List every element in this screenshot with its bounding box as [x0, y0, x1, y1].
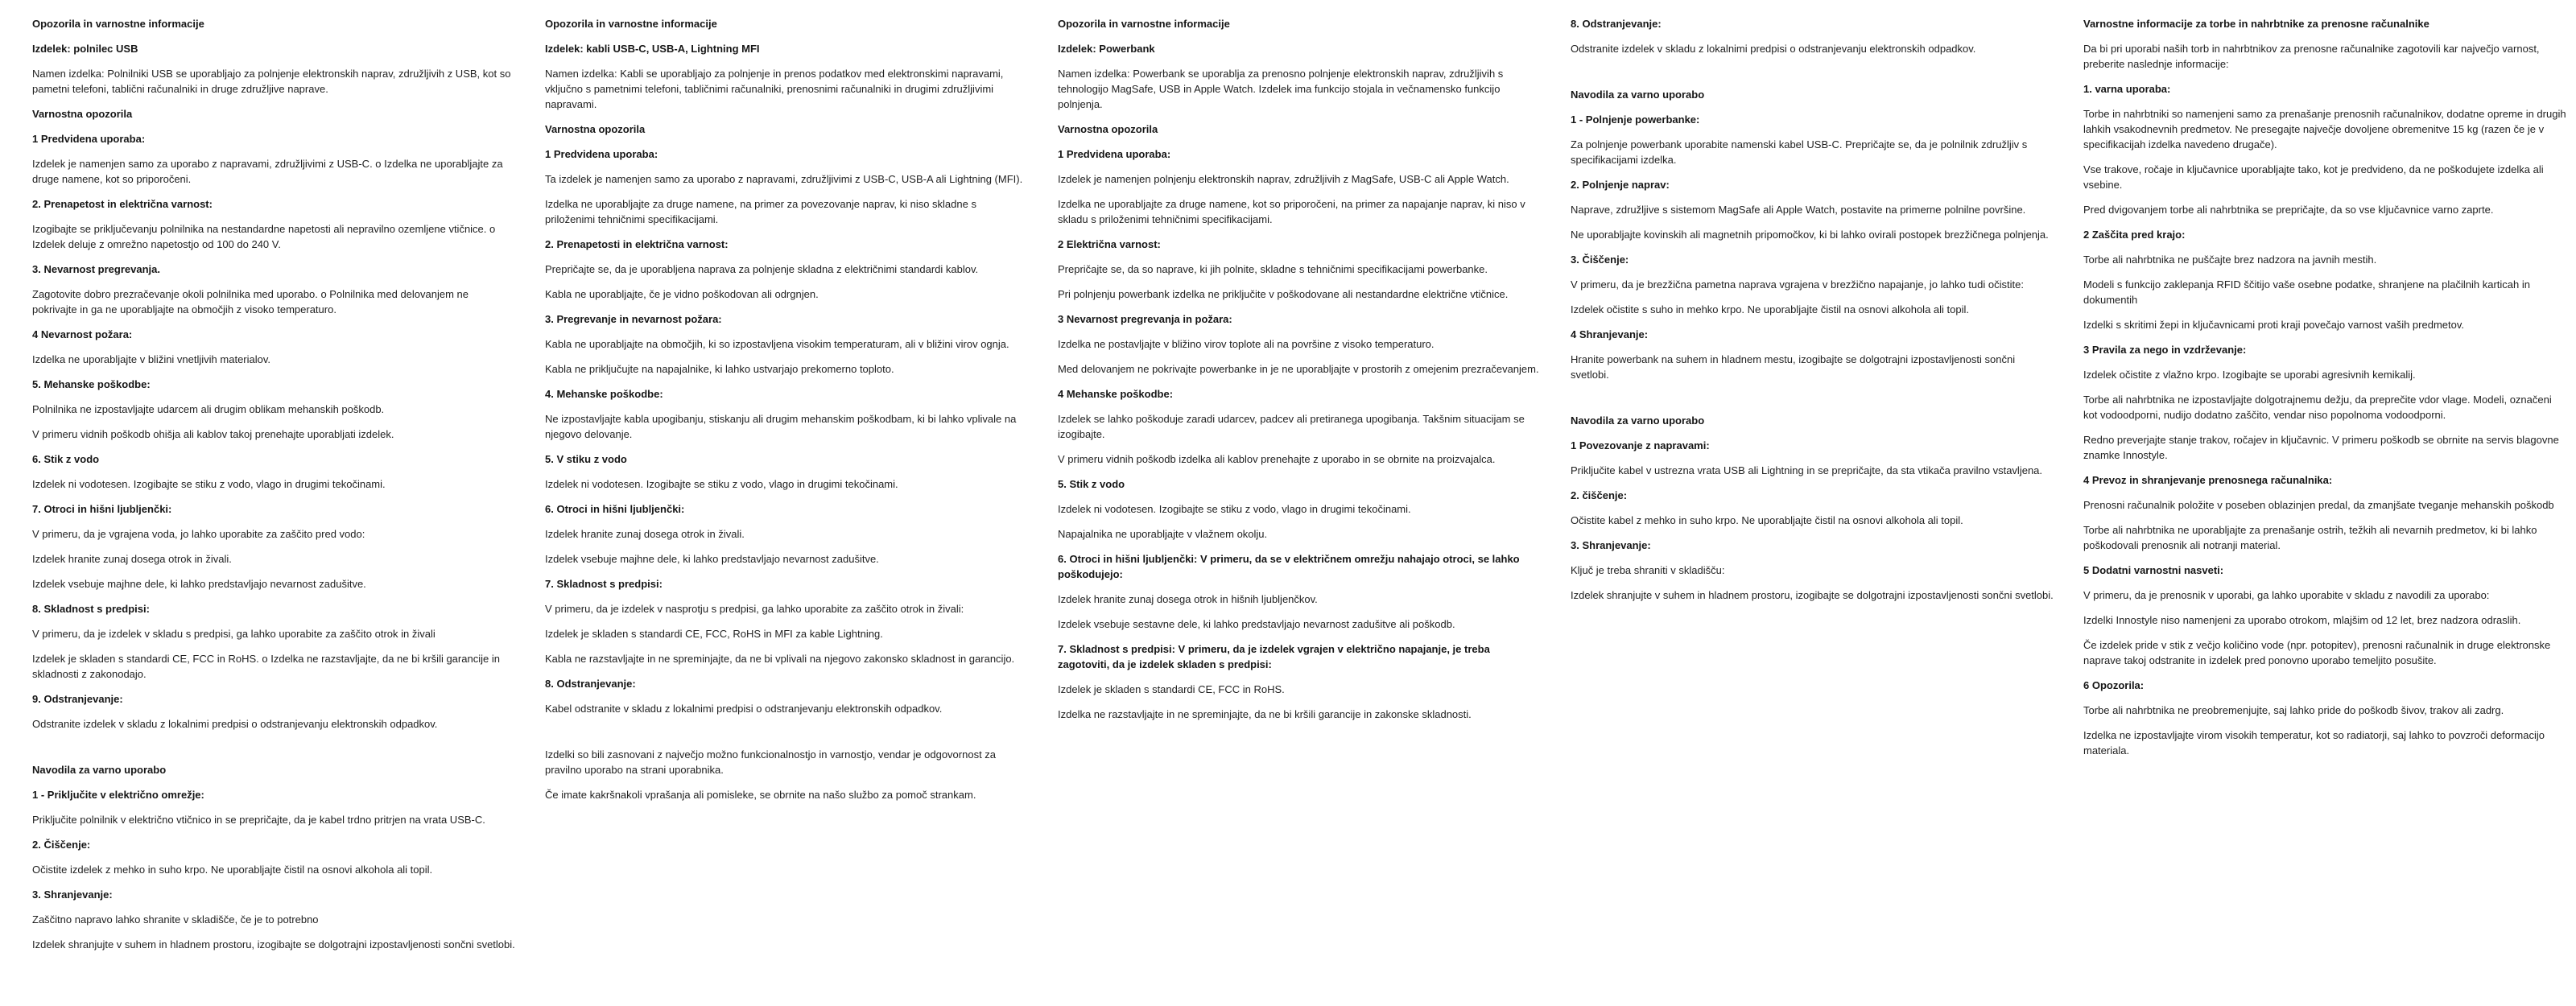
section-heading: 2. čiščenje: [1571, 489, 1628, 501]
section-heading: 4. Mehanske poškodbe: [545, 388, 663, 400]
paragraph: Izdelki so bili zasnovani z največjo možno funkcionalnostjo in varnostjo, vendar je odgovornost za pravilno uporabo na strani uporabnika. [545, 748, 997, 776]
section-heading: 2. Prenapetost in električna varnost: [32, 198, 213, 210]
paragraph: Ne uporabljajte kovinskih ali magnetnih pripomočkov, ki bi lahko ovirali postopek brezžičnega polnjenja. [1571, 229, 2049, 241]
section-heading: Opozorila in varnostne informacije [32, 18, 204, 30]
paragraph: Pri polnjenju powerbank izdelka ne priključite v poškodovane ali nestandardne električne vtičnice. [1058, 288, 1509, 300]
section-heading: 2. Prenapetosti in električna varnost: [545, 238, 729, 250]
paragraph: Izdelek hranite zunaj dosega otrok in hišnih ljubljenčkov. [1058, 593, 1318, 605]
section-heading: Opozorila in varnostne informacije [545, 18, 717, 30]
section-heading: 4 Nevarnost požara: [32, 328, 133, 340]
paragraph: Izdelka ne uporabljajte za druge namene, kot so priporočeni, na primer za napajanje naprav, ki niso v skladu s priloženimi tehničnimi specifikacijami. [1058, 198, 1525, 225]
section-heading: 2 Električna varnost: [1058, 238, 1161, 250]
paragraph: Prenosni računalnik položite v poseben oblazinjen predal, da zmanjšate tveganje mehanskih poškodb [2083, 499, 2554, 511]
section-heading: 6. Otroci in hišni ljubljenčki: V primeru, da se v električnem omrežju nahajajo otroci, se lahko poškodujejo: [1058, 553, 1520, 580]
section-heading: Navodila za varno uporabo [1571, 89, 1705, 101]
section-heading: 7. Otroci in hišni ljubljenčki: [32, 503, 172, 515]
paragraph: Vse trakove, ročaje in ključavnice uporabljajte tako, kot je predvideno, da ne poškodujete izdelka ali vsebine. [2083, 163, 2544, 191]
paragraph: Med delovanjem ne pokrivajte powerbanke in je ne uporabljajte v prostorih z omejenim prezračevanjem. [1058, 363, 1539, 375]
section-heading: 9. Odstranjevanje: [32, 693, 123, 705]
paragraph: Izogibajte se priključevanju polnilnika na nestandardne napetosti ali nepravilno ozemljene vtičnice. o Izdelek deluje z omrežno napetostjo od 100 do 240 V. [32, 223, 496, 250]
column-kabli-usb-c-usb-a-lightning-mfi [545, 16, 1028, 1006]
section-heading: 1. varna uporaba: [2083, 83, 2171, 95]
section-heading: Varnostna opozorila [32, 108, 133, 120]
paragraph: Če imate kakršnakoli vprašanja ali pomisleke, se obrnite na našo službo za pomoč strankam. [545, 789, 976, 801]
paragraph: Odstranite izdelek v skladu z lokalnimi predpisi o odstranjevanju elektronskih odpadkov. [32, 718, 438, 730]
paragraph: Izdelki Innostyle niso namenjeni za uporabo otrokom, mlajšim od 12 let, brez nadzora odraslih. [2083, 614, 2521, 626]
paragraph: Polnilnika ne izpostavljajte udarcem ali drugim oblikam mehanskih poškodb. [32, 403, 385, 415]
paragraph: Izdelka ne izpostavljajte virom visokih temperatur, kot so radiatorji, saj lahko to povzroči deformacijo materiala. [2083, 729, 2545, 757]
paragraph: Zaščitno napravo lahko shranite v skladišče, če je to potrebno [32, 913, 319, 926]
paragraph: Izdelek vsebuje majhne dele, ki lahko predstavljajo nevarnost zadušitve. [32, 578, 366, 590]
section-heading: 4 Mehanske poškodbe: [1058, 388, 1174, 400]
paragraph: Hranite powerbank na suhem in hladnem mestu, izogibajte se dolgotrajni izpostavljenosti sončni svetlobi. [1571, 353, 2016, 381]
paragraph: Namen izdelka: Polnilniki USB se uporabljajo za polnjenje elektronskih naprav, združljivih z USB, kot so pametni telefoni, tablični računalniki in druge združljive naprave. [32, 68, 511, 95]
paragraph: Izdelek je skladen s standardi CE, FCC in RoHS. [1058, 683, 1285, 695]
section-heading: 4 Prevoz in shranjevanje prenosnega računalnika: [2083, 474, 2333, 486]
section-heading: 7. Skladnost s predpisi: [545, 578, 663, 590]
paragraph: Če izdelek pride v stik z večjo količino vode (npr. potopitev), prenosni računalnik in druge elektronske naprave takoj odstranite in izdelek pred ponovno uporabo temeljito posušite. [2083, 639, 2551, 666]
section-spacer [1571, 66, 2054, 87]
section-heading: 1 Predvidena uporaba: [32, 133, 146, 145]
section-heading: Izdelek: kabli USB-C, USB-A, Lightning MFI [545, 43, 760, 55]
paragraph: Izdelka ne uporabljajte za druge namene, na primer za povezovanje naprav, ki niso skladne s priloženimi tehničnimi specifikacijami. [545, 198, 976, 225]
paragraph: Kabel odstranite v skladu z lokalnimi predpisi o odstranjevanju elektronskih odpadkov. [545, 703, 943, 715]
section-spacer [32, 741, 515, 762]
paragraph: Namen izdelka: Kabli se uporabljajo za polnjenje in prenos podatkov med elektronskimi napravami, vključno s pametnimi telefoni, tabličnimi računalniki, prenosnimi računalniki in drugimi združljivimi napravami. [545, 68, 1004, 110]
section-heading: 1 Predvidena uporaba: [1058, 148, 1171, 160]
section-heading: 2. Polnjenje naprav: [1571, 179, 1670, 191]
section-heading: Varnostna opozorila [1058, 123, 1158, 135]
paragraph: Izdelek je namenjen polnjenju elektronskih naprav, združljivih z MagSafe, USB-C ali Apple Watch. [1058, 173, 1509, 185]
paragraph: Pred dvigovanjem torbe ali nahrbtnika se prepričajte, da so vse ključavnice varno zaprte. [2083, 204, 2494, 216]
paragraph: Modeli s funkcijo zaklepanja RFID ščitijo vaše osebne podatke, shranjene na plačilnih karticah in dokumentih [2083, 278, 2530, 306]
section-heading: 3. Pregrevanje in nevarnost požara: [545, 313, 722, 325]
paragraph: Ključ je treba shraniti v skladišču: [1571, 564, 1725, 576]
paragraph: Izdelek vsebuje sestavne dele, ki lahko predstavljajo nevarnost zadušitve ali poškodb. [1058, 618, 1455, 630]
paragraph: Izdelek hranite zunaj dosega otrok in živali. [545, 528, 745, 540]
paragraph: Ne izpostavljajte kabla upogibanju, stiskanju ali drugim mehanskim poškodbam, ki bi lahko vplivale na njegovo delovanje. [545, 413, 1017, 440]
paragraph: Kabla ne razstavljajte in ne spreminjajte, da ne bi vplivali na njegovo zakonsko skladnost in garancijo. [545, 653, 1015, 665]
paragraph: Izdelek je skladen s standardi CE, FCC, RoHS in MFI za kable Lightning. [545, 628, 883, 640]
section-heading: 3 Pravila za nego in vzdrževanje: [2083, 344, 2247, 356]
paragraph: V primeru, da je prenosnik v uporabi, ga lahko uporabite v skladu z navodili za uporabo: [2083, 589, 2490, 601]
paragraph: Izdelek vsebuje majhne dele, ki lahko predstavljajo nevarnost zadušitve. [545, 553, 879, 565]
column-polnilec-usb [32, 16, 515, 1006]
paragraph: Izdelek ni vodotesen. Izogibajte se stiku z vodo, vlago in drugimi tekočinami. [1058, 503, 1411, 515]
paragraph: Izdelek je namenjen samo za uporabo z napravami, združljivimi z USB-C. o Izdelka ne uporabljajte za druge namene, kot so priporočeni. [32, 158, 503, 185]
paragraph: V primeru vidnih poškodb ohišja ali kablov takoj prenehajte uporabljati izdelek. [32, 428, 394, 440]
paragraph: Izdelek je skladen s standardi CE, FCC in RoHS. o Izdelka ne razstavljajte, da ne bi kršili garancije in skladnosti z zakonodajo. [32, 653, 500, 680]
section-heading: 2 Zaščita pred krajo: [2083, 229, 2186, 241]
section-heading: Navodila za varno uporabo [32, 764, 167, 776]
section-heading: 1 - Priključite v električno omrežje: [32, 789, 204, 801]
paragraph: Priključite kabel v ustrezna vrata USB ali Lightning in se prepričajte, da sta vtikača pravilno vstavljena. [1571, 464, 2043, 476]
section-heading: 3 Nevarnost pregrevanja in požara: [1058, 313, 1232, 325]
paragraph: V primeru, da je izdelek v skladu s predpisi, ga lahko uporabite za zaščito otrok in živali [32, 628, 436, 640]
paragraph: Torbe ali nahrbtnika ne uporabljajte za prenašanje ostrih, težkih ali nevarnih predmetov, ki bi lahko poškodovali prenosnik ali notranji material. [2083, 524, 2537, 551]
section-heading: Varnostna opozorila [545, 123, 646, 135]
section-heading: 1 Predvidena uporaba: [545, 148, 658, 160]
paragraph: Za polnjenje powerbank uporabite namenski kabel USB-C. Prepričajte se, da je polnilnik združljiv s specifikacijami izdelka. [1571, 138, 2028, 166]
paragraph: Kabla ne uporabljajte, če je vidno poškodovan ali odrgnjen. [545, 288, 819, 300]
section-heading: 5 Dodatni varnostni nasveti: [2083, 564, 2224, 576]
paragraph: V primeru vidnih poškodb izdelka ali kablov prenehajte z uporabo in se obrnite na proizvajalca. [1058, 453, 1496, 465]
section-heading: 8. Odstranjevanje: [545, 678, 636, 690]
section-heading: 1 Povezovanje z napravami: [1571, 439, 1710, 451]
paragraph: V primeru, da je vgrajena voda, jo lahko uporabite za zaščito pred vodo: [32, 528, 365, 540]
paragraph: Izdelek ni vodotesen. Izogibajte se stiku z vodo, vlago in drugimi tekočinami. [545, 478, 898, 490]
section-heading: 8. Skladnost s predpisi: [32, 603, 150, 615]
section-spacer [1571, 392, 2054, 413]
section-spacer [545, 726, 1028, 747]
column-powerbank-navodila [1571, 16, 2054, 1006]
paragraph: Priključite polnilnik v električno vtičnico in se prepričajte, da je kabel trdno pritrjen na vrata USB-C. [32, 814, 485, 826]
section-heading: 6. Stik z vodo [32, 453, 100, 465]
paragraph: Izdelek ni vodotesen. Izogibajte se stiku z vodo, vlago in drugimi tekočinami. [32, 478, 386, 490]
paragraph: Izdelek shranjujte v suhem in hladnem prostoru, izogibajte se dolgotrajni izpostavljenosti sončni svetlobi. [32, 938, 515, 950]
paragraph: V primeru, da je brezžična pametna naprava vgrajena v brezžično napajanje, jo lahko tudi očistite: [1571, 278, 2024, 291]
paragraph: V primeru, da je izdelek v nasprotju s predpisi, ga lahko uporabite za zaščito otrok in živali: [545, 603, 964, 615]
paragraph: Očistite izdelek z mehko in suho krpo. Ne uporabljajte čistil na osnovi alkohola ali topil. [32, 864, 433, 876]
section-heading: Opozorila in varnostne informacije [1058, 18, 1230, 30]
paragraph: Izdelek očistite s suho in mehko krpo. Ne uporabljajte čistil na osnovi alkohola ali topil. [1571, 303, 1969, 315]
paragraph: Naprave, združljive s sistemom MagSafe ali Apple Watch, postavite na primerne polnilne površine. [1571, 204, 2026, 216]
paragraph: Izdelka ne postavljajte v bližino virov toplote ali na površine z visoko temperaturo. [1058, 338, 1435, 350]
section-heading: 1 - Polnjenje powerbanke: [1571, 113, 1700, 126]
paragraph: Izdelka ne razstavljajte in ne spreminjajte, da ne bi kršili garancije in zakonske skladnosti. [1058, 708, 1472, 720]
column-torbe-in-nahrbtniki [2083, 16, 2566, 1006]
paragraph: Zagotovite dobro prezračevanje okoli polnilnika med uporabo. o Polnilnika med delovanjem ne pokrivajte in ga ne uporabljajte na območjih z visoko temperaturo. [32, 288, 469, 315]
section-heading: 5. V stiku z vodo [545, 453, 627, 465]
column-powerbank [1058, 16, 1541, 1006]
paragraph: Izdelek shranjujte v suhem in hladnem prostoru, izogibajte se dolgotrajni izpostavljenosti sončni svetlobi. [1571, 589, 2054, 601]
paragraph: Prepričajte se, da je uporabljena naprava za polnjenje skladna z električnimi standardi kablov. [545, 263, 979, 275]
section-heading: 5. Mehanske poškodbe: [32, 378, 151, 390]
paragraph: Očistite kabel z mehko in suho krpo. Ne uporabljajte čistil na osnovi alkohola ali topil. [1571, 514, 1963, 526]
paragraph: Kabla ne uporabljajte na območjih, ki so izpostavljena visokim temperaturam, ali v bližini virov ognja. [545, 338, 1009, 350]
section-heading: Izdelek: polnilec USB [32, 43, 138, 55]
paragraph: Ta izdelek je namenjen samo za uporabo z napravami, združljivimi z USB-C, USB-A ali Lightning (MFI). [545, 173, 1023, 185]
section-heading: 3. Čiščenje: [1571, 254, 1629, 266]
paragraph: Kabla ne priključujte na napajalnike, ki lahko ustvarjajo prekomerno toploto. [545, 363, 894, 375]
paragraph: Namen izdelka: Powerbank se uporablja za prenosno polnjenje elektronskih naprav, združljivih s tehnologijo MagSafe, USB in Apple Watch. Izdelek ima funkcijo stojala in večnamensko funkcijo polnjenja. [1058, 68, 1504, 110]
section-heading: 2. Čiščenje: [32, 839, 91, 851]
paragraph: Da bi pri uporabi naših torb in nahrbtnikov za prenosne računalnike zagotovili kar največjo varnost, preberite naslednje informacije: [2083, 43, 2540, 70]
section-heading: 4 Shranjevanje: [1571, 328, 1649, 340]
paragraph: Prepričajte se, da so naprave, ki jih polnite, skladne s tehničnimi specifikacijami powerbanke. [1058, 263, 1488, 275]
paragraph: Torbe ali nahrbtnika ne preobremenjujte, saj lahko pride do poškodb šivov, trakov ali zadrg. [2083, 704, 2504, 716]
section-heading: 8. Odstranjevanje: [1571, 18, 1662, 30]
section-heading: Varnostne informacije za torbe in nahrbtnike za prenosne računalnike [2083, 18, 2429, 30]
paragraph: Redno preverjajte stanje trakov, ročajev in ključavnic. V primeru poškodb se obrnite na servis blagovne znamke Innostyle. [2083, 434, 2559, 461]
section-heading: 5. Stik z vodo [1058, 478, 1125, 490]
paragraph: Izdelki s skritimi žepi in ključavnicami proti kraji povečajo varnost vaših predmetov. [2083, 319, 2464, 331]
paragraph: Torbe ali nahrbtnika ne puščajte brez nadzora na javnih mestih. [2083, 254, 2377, 266]
section-heading: Navodila za varno uporabo [1571, 414, 1705, 427]
paragraph: Odstranite izdelek v skladu z lokalnimi predpisi o odstranjevanju elektronskih odpadkov. [1571, 43, 1976, 55]
section-heading: 6. Otroci in hišni ljubljenčki: [545, 503, 685, 515]
paragraph: Torbe in nahrbtniki so namenjeni samo za prenašanje prenosnih računalnikov, dodatne opreme in drugih lahkih vsakodnevnih predmetov. Ne presegajte največje dovoljene obremenitve 15 kg (razen če je v specifikacijah izdelka navedeno drugače). [2083, 108, 2566, 150]
section-heading: 3. Nevarnost pregrevanja. [32, 263, 160, 275]
paragraph: Izdelek očistite z vlažno krpo. Izogibajte se uporabi agresivnih kemikalij. [2083, 369, 2416, 381]
section-heading: 3. Shranjevanje: [32, 888, 113, 901]
paragraph: Izdelka ne uporabljajte v bližini vnetljivih materialov. [32, 353, 271, 365]
section-heading: Izdelek: Powerbank [1058, 43, 1155, 55]
section-heading: 7. Skladnost s predpisi: V primeru, da je izdelek vgrajen v električno napajanje, je treba zagotoviti, da je izdelek skladen s predpisi: [1058, 643, 1490, 670]
section-heading: 3. Shranjevanje: [1571, 539, 1651, 551]
paragraph: Napajalnika ne uporabljajte v vlažnem okolju. [1058, 528, 1268, 540]
paragraph: Izdelek hranite zunaj dosega otrok in živali. [32, 553, 232, 565]
paragraph: Izdelek se lahko poškoduje zaradi udarcev, padcev ali pretiranega upogibanja. Takšnim situacijam se izogibajte. [1058, 413, 1525, 440]
section-heading: 6 Opozorila: [2083, 679, 2145, 691]
paragraph: Torbe ali nahrbtnika ne izpostavljajte dolgotrajnemu dežju, da preprečite vdor vlage. Modeli, označeni kot vodoodporni, nudijo dodatno zaščito, vendar niso popolnoma vodoodporni. [2083, 394, 2552, 421]
